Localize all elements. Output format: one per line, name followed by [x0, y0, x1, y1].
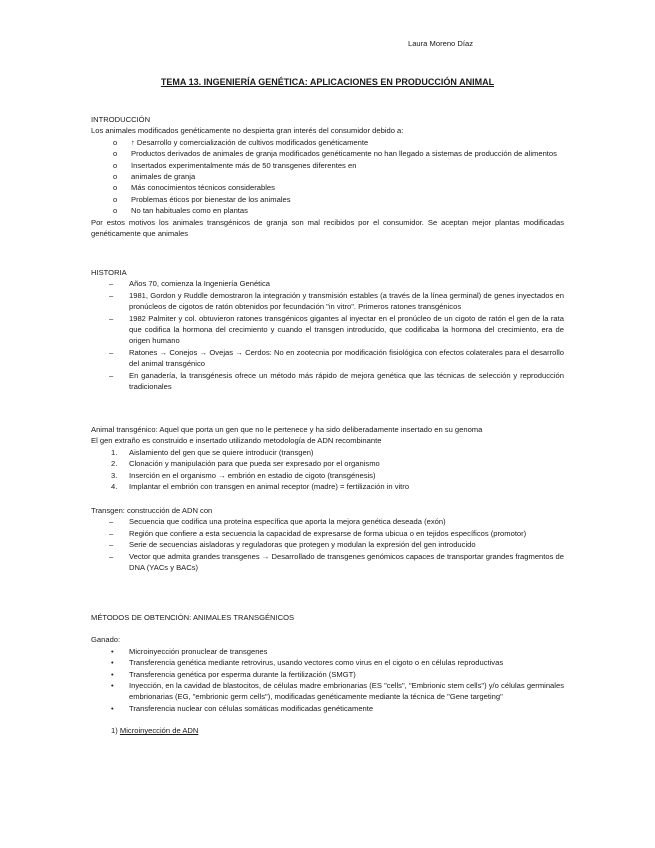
list-item: o No tan habituales como en plantas: [113, 206, 248, 216]
intro-closing: Por estos motivos los animales transgénicos de granja son mal recibidos por el consumidor. Se aceptan mejor plantas modificadas genéticamente que animales: [91, 217, 564, 239]
list-item: 4. Implantar el embrión con transgen en animal receptor (madre) = fertilización in vitro: [111, 482, 410, 492]
list-item: o animales de granja: [113, 172, 196, 182]
intro-list: [91, 137, 564, 217]
list-item: • Transferencia genética mediante retrovirus, usando vectores como virus en el cigoto o en células reproductivas: [111, 658, 504, 668]
list-item: o Productos derivados de animales de granja modificados genéticamente no han llegado a sistemas de producción de alimentos: [113, 149, 557, 159]
list-item: – Serie de secuencias aisladoras y reguladoras que protegen y modulan la expresión del gen introducido: [109, 540, 476, 550]
section-intro: [91, 114, 564, 239]
list-item: o Insertados experimentalmente más de 50 transgenes diferentes en: [113, 160, 357, 170]
list-item: – Ratones → Conejos → Ovejas → Cerdos: No en zootecnia por modificación fisiológica con efectos colaterales para el desarrollo del animal transgénico: [109, 347, 564, 369]
list-item: 3. Inserción en el organismo → embrión en estadio de cigoto (transgénesis): [111, 470, 376, 480]
animal-transgenico-method: El gen extraño es construido e insertado utilizando metodología de ADN recombinante: [91, 436, 382, 446]
metodos-list: [91, 646, 564, 714]
list-item: – 1981, Gordon y Ruddle demostraron la integración y transmisión estables (a través de la línea germinal) de genes inyectados en pronúcleos de cigotos de ratón obtenidos por fecundación "in vitro". Primeros ratones transgénicos: [109, 290, 564, 312]
list-item: – Región que confiere a esta secuencia la capacidad de expresarse de forma ubicua o en tejidos específicos (promotor): [109, 528, 527, 538]
list-item: – Años 70, comienza la Ingeniería Genética: [109, 279, 270, 289]
animal-transgenico-definition: Animal transgénico: Aquel que porta un gen que no le pertenece y ha sido deliberadamente insertado en su genoma: [91, 425, 483, 434]
list-item: – Vector que admita grandes transgenes → Desarrollado de transgenes genómicos capaces de transportar grandes fragmentos de DNA (YACs y BACs): [109, 551, 564, 573]
section-metodos: [91, 612, 564, 737]
list-item: o Más conocimientos técnicos considerables: [113, 183, 275, 193]
transgen-heading: Transgen: construcción de ADN con: [91, 506, 213, 515]
list-item: – En ganadería, la transgénesis ofrece un método más rápido de mejora genética que las técnicas de selección y reproducción tradicionales: [109, 370, 564, 392]
intro-lead: Los animales modificados genéticamente no despierta gran interés del consumidor debido a:: [91, 126, 404, 136]
transgen-list: [91, 516, 564, 573]
intro-heading: INTRODUCCIÓN: [91, 115, 151, 124]
historia-list: [91, 278, 564, 392]
section-historia: [91, 267, 564, 392]
author-name: Laura Moreno Díaz: [407, 39, 473, 48]
list-item: 1. Aislamiento del gen que se quiere introducir (transgen): [111, 447, 314, 457]
list-item: – Secuencia que codifica una proteína específica que aporta la mejora genética deseada (exón): [109, 517, 446, 527]
list-item: • Transferencia genética por esperma durante la fertilización (SMGT): [111, 669, 356, 679]
list-item: – 1982 Palmiter y col. obtuvieron ratones transgénicos gigantes al inyectar en el pronúcleo de un cigoto de ratón el gen de la rata que codifica la hormona del crecimiento y cuando el transgen introducido, que codificaba la hormona del crecimiento, era de origen humano: [109, 313, 564, 346]
section-transgen: [91, 505, 564, 573]
section-animal-transgenico: [91, 424, 564, 492]
list-item: • Microinyección pronuclear de transgenes: [111, 646, 268, 656]
ganado-label: Ganado:: [91, 635, 121, 645]
list-item: o ↑ Desarrollo y comercialización de cultivos modificados genéticamente: [113, 137, 369, 147]
historia-heading: HISTORIA: [91, 268, 127, 277]
list-item: o Problemas éticos por bienestar de los animales: [113, 194, 291, 204]
steps-list: [91, 447, 564, 493]
document-title: TEMA 13. INGENIERÍA GENÉTICA: APLICACIONES EN PRODUCCIÓN ANIMAL: [160, 77, 495, 87]
list-item: • Inyección, en la cavidad de blastocitos, de células madre embrionarias (ES "cells", "Embrionic stem cells") y/o células germinales embrionarias (EG, "embrionic germ cells"), modificadas genéticamente mediante la técnica de "Gene targeting": [111, 681, 564, 702]
list-item: 2. Clonación y manipulación para que pueda ser expresado por el organismo: [111, 459, 380, 469]
list-item: • Transferencia nuclear con células somáticas modificadas genéticamente: [111, 703, 374, 713]
subsection-microinyeccion: 1) Microinyección de ADN: [111, 726, 199, 736]
metodos-heading: MÉTODOS DE OBTENCIÓN: ANIMALES TRANSGÉNICOS: [91, 613, 295, 622]
